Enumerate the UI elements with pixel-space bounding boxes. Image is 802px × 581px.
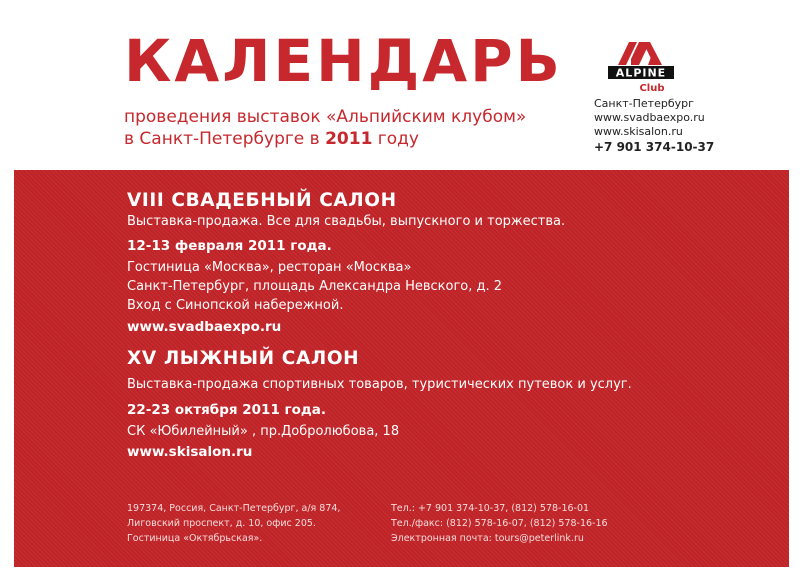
logo-sub: Club bbox=[639, 83, 665, 94]
footer-address bbox=[127, 501, 340, 546]
contact-phone: +7 901 374-10-37 bbox=[594, 140, 715, 154]
event-venue-wedding: Гостиница «Москва», ресторан «Москва» bbox=[127, 260, 412, 275]
footer-fax: Тел./факс: (812) 578-16-07, (812) 578-16-16 bbox=[391, 518, 608, 529]
footer-contacts bbox=[391, 501, 608, 546]
contact-city: Санкт-Петербург bbox=[594, 97, 694, 110]
page-subtitle bbox=[124, 106, 526, 150]
footer-phone: Тел.: +7 901 374-10-37, (812) 578-16-01 bbox=[391, 503, 590, 514]
header-contacts bbox=[594, 97, 714, 154]
footer-address-line: Лиговский проспект, д. 10, офис 205. bbox=[127, 518, 316, 529]
event-title-wedding: VIII СВАДЕБНЫЙ САЛОН bbox=[127, 190, 397, 211]
footer-address-line: Гостиница «Октябрьская». bbox=[127, 533, 263, 544]
event-entrance-wedding: Вход с Синопской набережной. bbox=[127, 298, 344, 313]
subtitle-text: в Санкт-Петербурге в bbox=[124, 129, 326, 149]
event-address-wedding: Санкт-Петербург, площадь Александра Невского, д. 2 bbox=[127, 279, 503, 294]
subtitle-line-1: проведения выставок «Альпийским клубом» bbox=[124, 107, 527, 127]
event-title-ski: XV ЛЫЖНЫЙ САЛОН bbox=[127, 348, 360, 369]
events-panel bbox=[14, 170, 789, 567]
subtitle-text-end: году bbox=[372, 129, 419, 149]
subtitle-year: 2011 bbox=[325, 129, 373, 149]
footer-address-line: 197374, Россия, Санкт-Петербург, а/я 874, bbox=[127, 503, 341, 514]
event-website-ski[interactable]: www.skisalon.ru bbox=[127, 444, 253, 460]
footer-email[interactable]: Электронная почта: tours@peterlink.ru bbox=[391, 533, 584, 544]
event-description-ski: Выставка-продажа спортивных товаров, туристических путевок и услуг. bbox=[127, 377, 632, 392]
alpine-club-logo-icon bbox=[594, 40, 686, 96]
logo-word: ALPINE bbox=[615, 66, 667, 80]
contact-site-ski[interactable]: www.skisalon.ru bbox=[594, 125, 683, 138]
event-website-wedding[interactable]: www.svadbaexpo.ru bbox=[127, 319, 282, 335]
event-date-ski: 22-23 октября 2011 года. bbox=[127, 402, 327, 418]
page-title: КАЛЕНДАРЬ bbox=[124, 27, 563, 95]
logo-mountain-mark bbox=[618, 42, 662, 65]
event-date-wedding: 12-13 февраля 2011 года. bbox=[127, 238, 332, 254]
subtitle-line-2 bbox=[124, 128, 526, 150]
event-venue-ski: СК «Юбилейный» , пр.Добролюбова, 18 bbox=[127, 424, 400, 439]
contact-site-svadba[interactable]: www.svadbaexpo.ru bbox=[594, 111, 705, 124]
event-description-wedding: Выставка-продажа. Все для свадьбы, выпускного и торжества. bbox=[127, 214, 566, 229]
